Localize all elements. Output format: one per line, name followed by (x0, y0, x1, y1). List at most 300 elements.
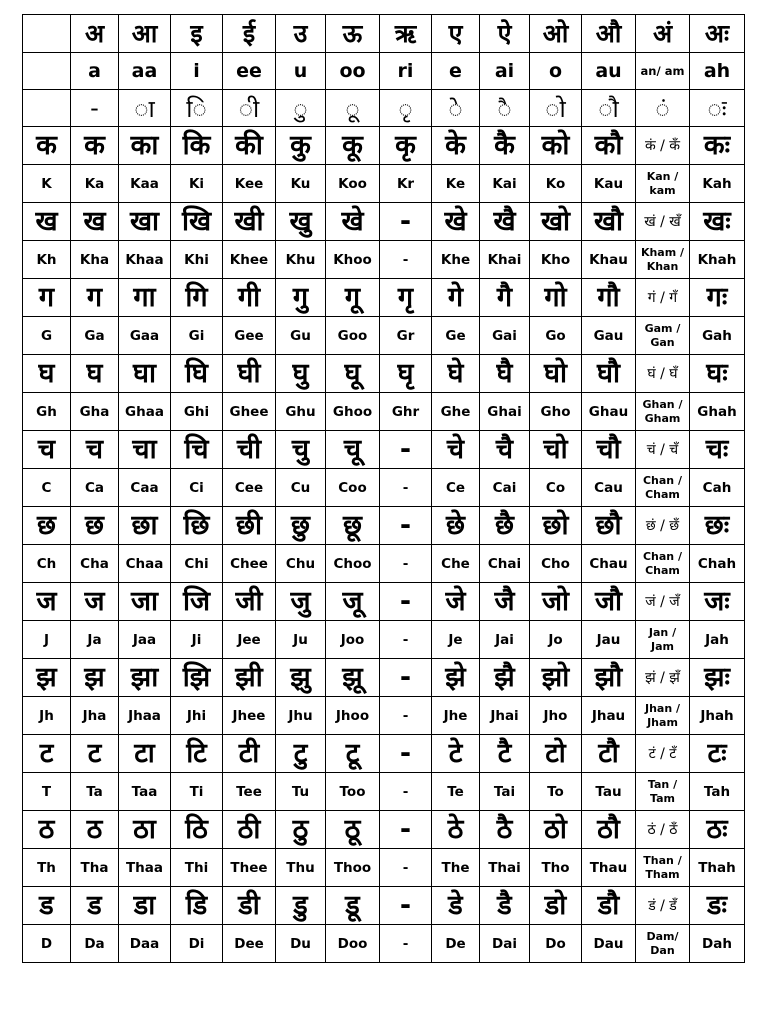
transliteration-cell: Chaa (119, 545, 171, 583)
consonant-row (23, 887, 745, 925)
syllable-cell: ठ (71, 811, 119, 849)
syllable-cell: ची (223, 431, 276, 469)
syllable-cell: ठी (223, 811, 276, 849)
syllable-cell: कः (690, 127, 745, 165)
vowel-row-cell: आ (119, 15, 171, 53)
vowel-transliteration-row-cell: ah (690, 53, 745, 90)
transliteration-cell: Dah (690, 925, 745, 963)
syllable-cell: चं / चँ (636, 431, 690, 469)
syllable-cell: ठै (480, 811, 530, 849)
transliteration-cell: Chan / Cham (636, 545, 690, 583)
syllable-cell: झा (119, 659, 171, 697)
vowel-transliteration-row-cell: ai (480, 53, 530, 90)
syllable-cell: घि (171, 355, 223, 393)
transliteration-cell: Ti (171, 773, 223, 811)
matra-row-cell: ु (276, 90, 326, 127)
syllable-cell: चि (171, 431, 223, 469)
syllable-cell: घे (432, 355, 480, 393)
syllable-cell: घ (71, 355, 119, 393)
transliteration-cell: Khaa (119, 241, 171, 279)
transliteration-cell: Khe (432, 241, 480, 279)
transliteration-cell: Jhe (432, 697, 480, 735)
syllable-cell: घु (276, 355, 326, 393)
transliteration-cell: Jai (480, 621, 530, 659)
transliteration-cell: Thau (582, 849, 636, 887)
transliteration-cell: Khee (223, 241, 276, 279)
syllable-cell: जे (432, 583, 480, 621)
transliteration-row (23, 697, 745, 735)
chart-body (23, 15, 745, 963)
transliteration-cell: Ci (171, 469, 223, 507)
vowel-row-cell: उ (276, 15, 326, 53)
transliteration-cell: Ke (432, 165, 480, 203)
transliteration-cell: Daa (119, 925, 171, 963)
transliteration-cell: Cah (690, 469, 745, 507)
transliteration-cell: Ghr (380, 393, 432, 431)
syllable-cell: टी (223, 735, 276, 773)
syllable-cell: जै (480, 583, 530, 621)
transliteration-cell: Te (432, 773, 480, 811)
transliteration-cell: Jau (582, 621, 636, 659)
transliteration-cell: Tan / Tam (636, 773, 690, 811)
vowel-row-cell (23, 15, 71, 53)
syllable-cell: ट (71, 735, 119, 773)
syllable-cell: ठौ (582, 811, 636, 849)
transliteration-cell: Ji (171, 621, 223, 659)
consonant-transliteration-label: Jh (23, 697, 71, 735)
transliteration-cell: Ja (71, 621, 119, 659)
syllable-cell: छ (71, 507, 119, 545)
consonant-label: छ (23, 507, 71, 545)
transliteration-cell: Khi (171, 241, 223, 279)
transliteration-cell: Joo (326, 621, 380, 659)
syllable-cell: चौ (582, 431, 636, 469)
syllable-cell: छै (480, 507, 530, 545)
syllable-cell: छं / छँ (636, 507, 690, 545)
transliteration-cell: Chan / Cham (636, 469, 690, 507)
transliteration-cell: Ghe (432, 393, 480, 431)
vowel-transliteration-row-cell: an/ am (636, 53, 690, 90)
transliteration-cell: Jhai (480, 697, 530, 735)
transliteration-cell: Ghee (223, 393, 276, 431)
transliteration-cell: Je (432, 621, 480, 659)
syllable-cell: जू (326, 583, 380, 621)
transliteration-cell: Ko (530, 165, 582, 203)
vowel-transliteration-row-cell: i (171, 53, 223, 90)
syllable-cell: ठे (432, 811, 480, 849)
transliteration-cell: Taa (119, 773, 171, 811)
transliteration-cell: Chi (171, 545, 223, 583)
syllable-cell: घौ (582, 355, 636, 393)
syllable-cell: छो (530, 507, 582, 545)
syllable-cell: खै (480, 203, 530, 241)
syllable-cell: गृ (380, 279, 432, 317)
vowel-transliteration-row-cell: aa (119, 53, 171, 90)
syllable-cell: ख (71, 203, 119, 241)
syllable-cell: खी (223, 203, 276, 241)
syllable-cell: कृ (380, 127, 432, 165)
consonant-transliteration-label: Th (23, 849, 71, 887)
consonant-transliteration-label: Gh (23, 393, 71, 431)
syllable-cell: - (380, 887, 432, 925)
matra-row-cell: ं (636, 90, 690, 127)
syllable-cell: डू (326, 887, 380, 925)
consonant-label: ड (23, 887, 71, 925)
transliteration-cell: Ghaa (119, 393, 171, 431)
vowel-row-cell: ए (432, 15, 480, 53)
transliteration-cell: Ge (432, 317, 480, 355)
vowel-transliteration-row-cell: a (71, 53, 119, 90)
consonant-row (23, 735, 745, 773)
vowel-row-cell: अ (71, 15, 119, 53)
syllable-cell: डो (530, 887, 582, 925)
syllable-cell: छु (276, 507, 326, 545)
transliteration-cell: Than / Tham (636, 849, 690, 887)
transliteration-cell: Khoo (326, 241, 380, 279)
syllable-cell: - (380, 507, 432, 545)
transliteration-cell: Jhau (582, 697, 636, 735)
syllable-cell: ठु (276, 811, 326, 849)
matra-row-cell: ा (119, 90, 171, 127)
transliteration-cell: Gee (223, 317, 276, 355)
consonant-label: झ (23, 659, 71, 697)
syllable-cell: ठः (690, 811, 745, 849)
transliteration-cell: Goo (326, 317, 380, 355)
matra-row-cell: े (432, 90, 480, 127)
transliteration-cell: - (380, 697, 432, 735)
consonant-label: घ (23, 355, 71, 393)
syllable-cell: जौ (582, 583, 636, 621)
transliteration-cell: Da (71, 925, 119, 963)
transliteration-cell: Doo (326, 925, 380, 963)
consonant-label: ट (23, 735, 71, 773)
consonant-label: ठ (23, 811, 71, 849)
syllable-cell: चः (690, 431, 745, 469)
vowel-row-cell: अं (636, 15, 690, 53)
transliteration-cell: Thee (223, 849, 276, 887)
syllable-cell: चु (276, 431, 326, 469)
syllable-cell: गे (432, 279, 480, 317)
matra-row-cell: ो (530, 90, 582, 127)
transliteration-cell: Che (432, 545, 480, 583)
transliteration-cell: Gau (582, 317, 636, 355)
syllable-cell: गं / गँ (636, 279, 690, 317)
syllable-cell: छे (432, 507, 480, 545)
syllable-cell: टू (326, 735, 380, 773)
syllable-cell: जः (690, 583, 745, 621)
syllable-cell: गा (119, 279, 171, 317)
transliteration-cell: Gam / Gan (636, 317, 690, 355)
syllable-cell: घं / घँ (636, 355, 690, 393)
transliteration-cell: Ghoo (326, 393, 380, 431)
syllable-cell: टो (530, 735, 582, 773)
transliteration-cell: Jhah (690, 697, 745, 735)
syllable-cell: च (71, 431, 119, 469)
syllable-cell: कै (480, 127, 530, 165)
syllable-cell: ठि (171, 811, 223, 849)
syllable-cell: टे (432, 735, 480, 773)
transliteration-row (23, 621, 745, 659)
transliteration-cell: Khah (690, 241, 745, 279)
matra-row-cell: ू (326, 90, 380, 127)
syllable-cell: घी (223, 355, 276, 393)
transliteration-cell: Tha (71, 849, 119, 887)
consonant-transliteration-label: Kh (23, 241, 71, 279)
transliteration-row (23, 165, 745, 203)
transliteration-cell: Ki (171, 165, 223, 203)
syllable-cell: कू (326, 127, 380, 165)
syllable-cell: झु (276, 659, 326, 697)
consonant-row (23, 659, 745, 697)
syllable-cell: को (530, 127, 582, 165)
syllable-cell: ठो (530, 811, 582, 849)
syllable-cell: खा (119, 203, 171, 241)
transliteration-cell: Di (171, 925, 223, 963)
syllable-cell: जि (171, 583, 223, 621)
transliteration-cell: Tai (480, 773, 530, 811)
syllable-cell: झू (326, 659, 380, 697)
syllable-cell: छी (223, 507, 276, 545)
transliteration-cell: Do (530, 925, 582, 963)
consonant-row (23, 203, 745, 241)
transliteration-cell: Gho (530, 393, 582, 431)
syllable-cell: गी (223, 279, 276, 317)
transliteration-cell: Cha (71, 545, 119, 583)
transliteration-cell: Chah (690, 545, 745, 583)
syllable-cell: का (119, 127, 171, 165)
transliteration-cell: Ce (432, 469, 480, 507)
syllable-cell: ठं / ठँ (636, 811, 690, 849)
consonant-row (23, 355, 745, 393)
syllable-cell: गि (171, 279, 223, 317)
syllable-cell: खे (326, 203, 380, 241)
consonant-transliteration-label: C (23, 469, 71, 507)
transliteration-row (23, 317, 745, 355)
syllable-cell: खो (530, 203, 582, 241)
vowel-transliteration-row (23, 53, 745, 90)
syllable-cell: खि (171, 203, 223, 241)
transliteration-cell: Kr (380, 165, 432, 203)
transliteration-cell: Ghan / Gham (636, 393, 690, 431)
vowel-row-cell: ऋ (380, 15, 432, 53)
transliteration-row (23, 393, 745, 431)
matra-row-cell: ृ (380, 90, 432, 127)
transliteration-cell: Cau (582, 469, 636, 507)
barakhadi-chart (22, 14, 745, 963)
syllable-cell: जं / जँ (636, 583, 690, 621)
transliteration-cell: Dam/ Dan (636, 925, 690, 963)
transliteration-cell: Ca (71, 469, 119, 507)
transliteration-cell: Khai (480, 241, 530, 279)
syllable-cell: डौ (582, 887, 636, 925)
syllable-cell: खं / खँ (636, 203, 690, 241)
syllable-cell: चू (326, 431, 380, 469)
syllable-cell: - (380, 583, 432, 621)
transliteration-cell: Jhan / Jham (636, 697, 690, 735)
syllable-cell: - (380, 659, 432, 697)
syllable-cell: टै (480, 735, 530, 773)
transliteration-cell: Jee (223, 621, 276, 659)
transliteration-cell: Coo (326, 469, 380, 507)
syllable-cell: ठू (326, 811, 380, 849)
syllable-cell: टः (690, 735, 745, 773)
transliteration-cell: Tho (530, 849, 582, 887)
syllable-cell: के (432, 127, 480, 165)
vowel-row-cell: अः (690, 15, 745, 53)
transliteration-cell: Kee (223, 165, 276, 203)
consonant-transliteration-label: K (23, 165, 71, 203)
syllable-cell: गू (326, 279, 380, 317)
transliteration-cell: Ku (276, 165, 326, 203)
syllable-cell: छा (119, 507, 171, 545)
transliteration-cell: Jhee (223, 697, 276, 735)
syllable-cell: खे (432, 203, 480, 241)
syllable-cell: झ (71, 659, 119, 697)
syllable-cell: घः (690, 355, 745, 393)
matra-row-cell: ी (223, 90, 276, 127)
consonant-transliteration-label: D (23, 925, 71, 963)
transliteration-row (23, 469, 745, 507)
syllable-cell: झै (480, 659, 530, 697)
syllable-cell: गो (530, 279, 582, 317)
syllable-cell: ठा (119, 811, 171, 849)
transliteration-cell: Dai (480, 925, 530, 963)
transliteration-cell: Kham / Khan (636, 241, 690, 279)
syllable-cell: ड (71, 887, 119, 925)
transliteration-cell: Kai (480, 165, 530, 203)
transliteration-cell: Ghau (582, 393, 636, 431)
transliteration-cell: Cee (223, 469, 276, 507)
syllable-cell: - (380, 735, 432, 773)
transliteration-cell: Jaa (119, 621, 171, 659)
vowel-transliteration-row-cell: ee (223, 53, 276, 90)
syllable-cell: - (380, 203, 432, 241)
transliteration-cell: Jo (530, 621, 582, 659)
vowel-row-cell: ऐ (480, 15, 530, 53)
transliteration-cell: Cai (480, 469, 530, 507)
matra-row (23, 90, 745, 127)
transliteration-cell: - (380, 241, 432, 279)
transliteration-row (23, 545, 745, 583)
consonant-label: ज (23, 583, 71, 621)
transliteration-cell: Caa (119, 469, 171, 507)
vowel-row-cell: ई (223, 15, 276, 53)
vowel-transliteration-row-cell: ri (380, 53, 432, 90)
syllable-cell: खु (276, 203, 326, 241)
vowel-transliteration-row-cell (23, 53, 71, 90)
syllable-cell: झः (690, 659, 745, 697)
transliteration-cell: - (380, 773, 432, 811)
vowel-transliteration-row-cell: oo (326, 53, 380, 90)
transliteration-cell: Kah (690, 165, 745, 203)
syllable-cell: झी (223, 659, 276, 697)
transliteration-cell: Kho (530, 241, 582, 279)
transliteration-cell: Khu (276, 241, 326, 279)
syllable-cell: कं / कँ (636, 127, 690, 165)
vowel-transliteration-row-cell: au (582, 53, 636, 90)
syllable-cell: टौ (582, 735, 636, 773)
transliteration-cell: Ghi (171, 393, 223, 431)
consonant-transliteration-label: T (23, 773, 71, 811)
transliteration-cell: Jho (530, 697, 582, 735)
transliteration-cell: Gr (380, 317, 432, 355)
syllable-cell: जु (276, 583, 326, 621)
syllable-cell: की (223, 127, 276, 165)
syllable-cell: डि (171, 887, 223, 925)
syllable-cell: जा (119, 583, 171, 621)
syllable-cell: - (380, 431, 432, 469)
transliteration-cell: To (530, 773, 582, 811)
transliteration-cell: Kha (71, 241, 119, 279)
transliteration-cell: Kaa (119, 165, 171, 203)
transliteration-cell: Tah (690, 773, 745, 811)
syllable-cell: डे (432, 887, 480, 925)
matra-row-cell: ि (171, 90, 223, 127)
syllable-cell: घा (119, 355, 171, 393)
syllable-cell: कु (276, 127, 326, 165)
vowel-transliteration-row-cell: o (530, 53, 582, 90)
transliteration-cell: Thu (276, 849, 326, 887)
transliteration-cell: Gu (276, 317, 326, 355)
syllable-cell: झे (432, 659, 480, 697)
syllable-cell: डु (276, 887, 326, 925)
transliteration-cell: - (380, 621, 432, 659)
transliteration-cell: Gaa (119, 317, 171, 355)
transliteration-cell: Gai (480, 317, 530, 355)
syllable-cell: टं / टँ (636, 735, 690, 773)
transliteration-cell: Jhoo (326, 697, 380, 735)
transliteration-cell: Cu (276, 469, 326, 507)
transliteration-cell: Ghai (480, 393, 530, 431)
syllable-cell: चै (480, 431, 530, 469)
syllable-cell: झो (530, 659, 582, 697)
syllable-cell: खः (690, 203, 745, 241)
consonant-transliteration-label: G (23, 317, 71, 355)
syllable-cell: टि (171, 735, 223, 773)
transliteration-row (23, 241, 745, 279)
syllable-cell: चे (432, 431, 480, 469)
consonant-row (23, 507, 745, 545)
transliteration-cell: Tee (223, 773, 276, 811)
transliteration-cell: - (380, 545, 432, 583)
syllable-cell: गु (276, 279, 326, 317)
syllable-cell: खौ (582, 203, 636, 241)
consonant-label: ख (23, 203, 71, 241)
syllable-cell: कि (171, 127, 223, 165)
transliteration-cell: Choo (326, 545, 380, 583)
vowel-row-cell: औ (582, 15, 636, 53)
matra-row-cell: ौ (582, 90, 636, 127)
consonant-row (23, 811, 745, 849)
transliteration-cell: Chee (223, 545, 276, 583)
transliteration-cell: Tau (582, 773, 636, 811)
transliteration-cell: Ghah (690, 393, 745, 431)
transliteration-cell: De (432, 925, 480, 963)
transliteration-row (23, 773, 745, 811)
vowel-row-cell: ऊ (326, 15, 380, 53)
syllable-cell: ज (71, 583, 119, 621)
syllable-cell: डं / डँ (636, 887, 690, 925)
transliteration-cell: Chai (480, 545, 530, 583)
vowel-transliteration-row-cell: e (432, 53, 480, 90)
syllable-cell: क (71, 127, 119, 165)
transliteration-cell: Kau (582, 165, 636, 203)
transliteration-cell: Thoo (326, 849, 380, 887)
consonant-label: क (23, 127, 71, 165)
syllable-cell: जो (530, 583, 582, 621)
transliteration-cell: Du (276, 925, 326, 963)
transliteration-cell: Jhu (276, 697, 326, 735)
